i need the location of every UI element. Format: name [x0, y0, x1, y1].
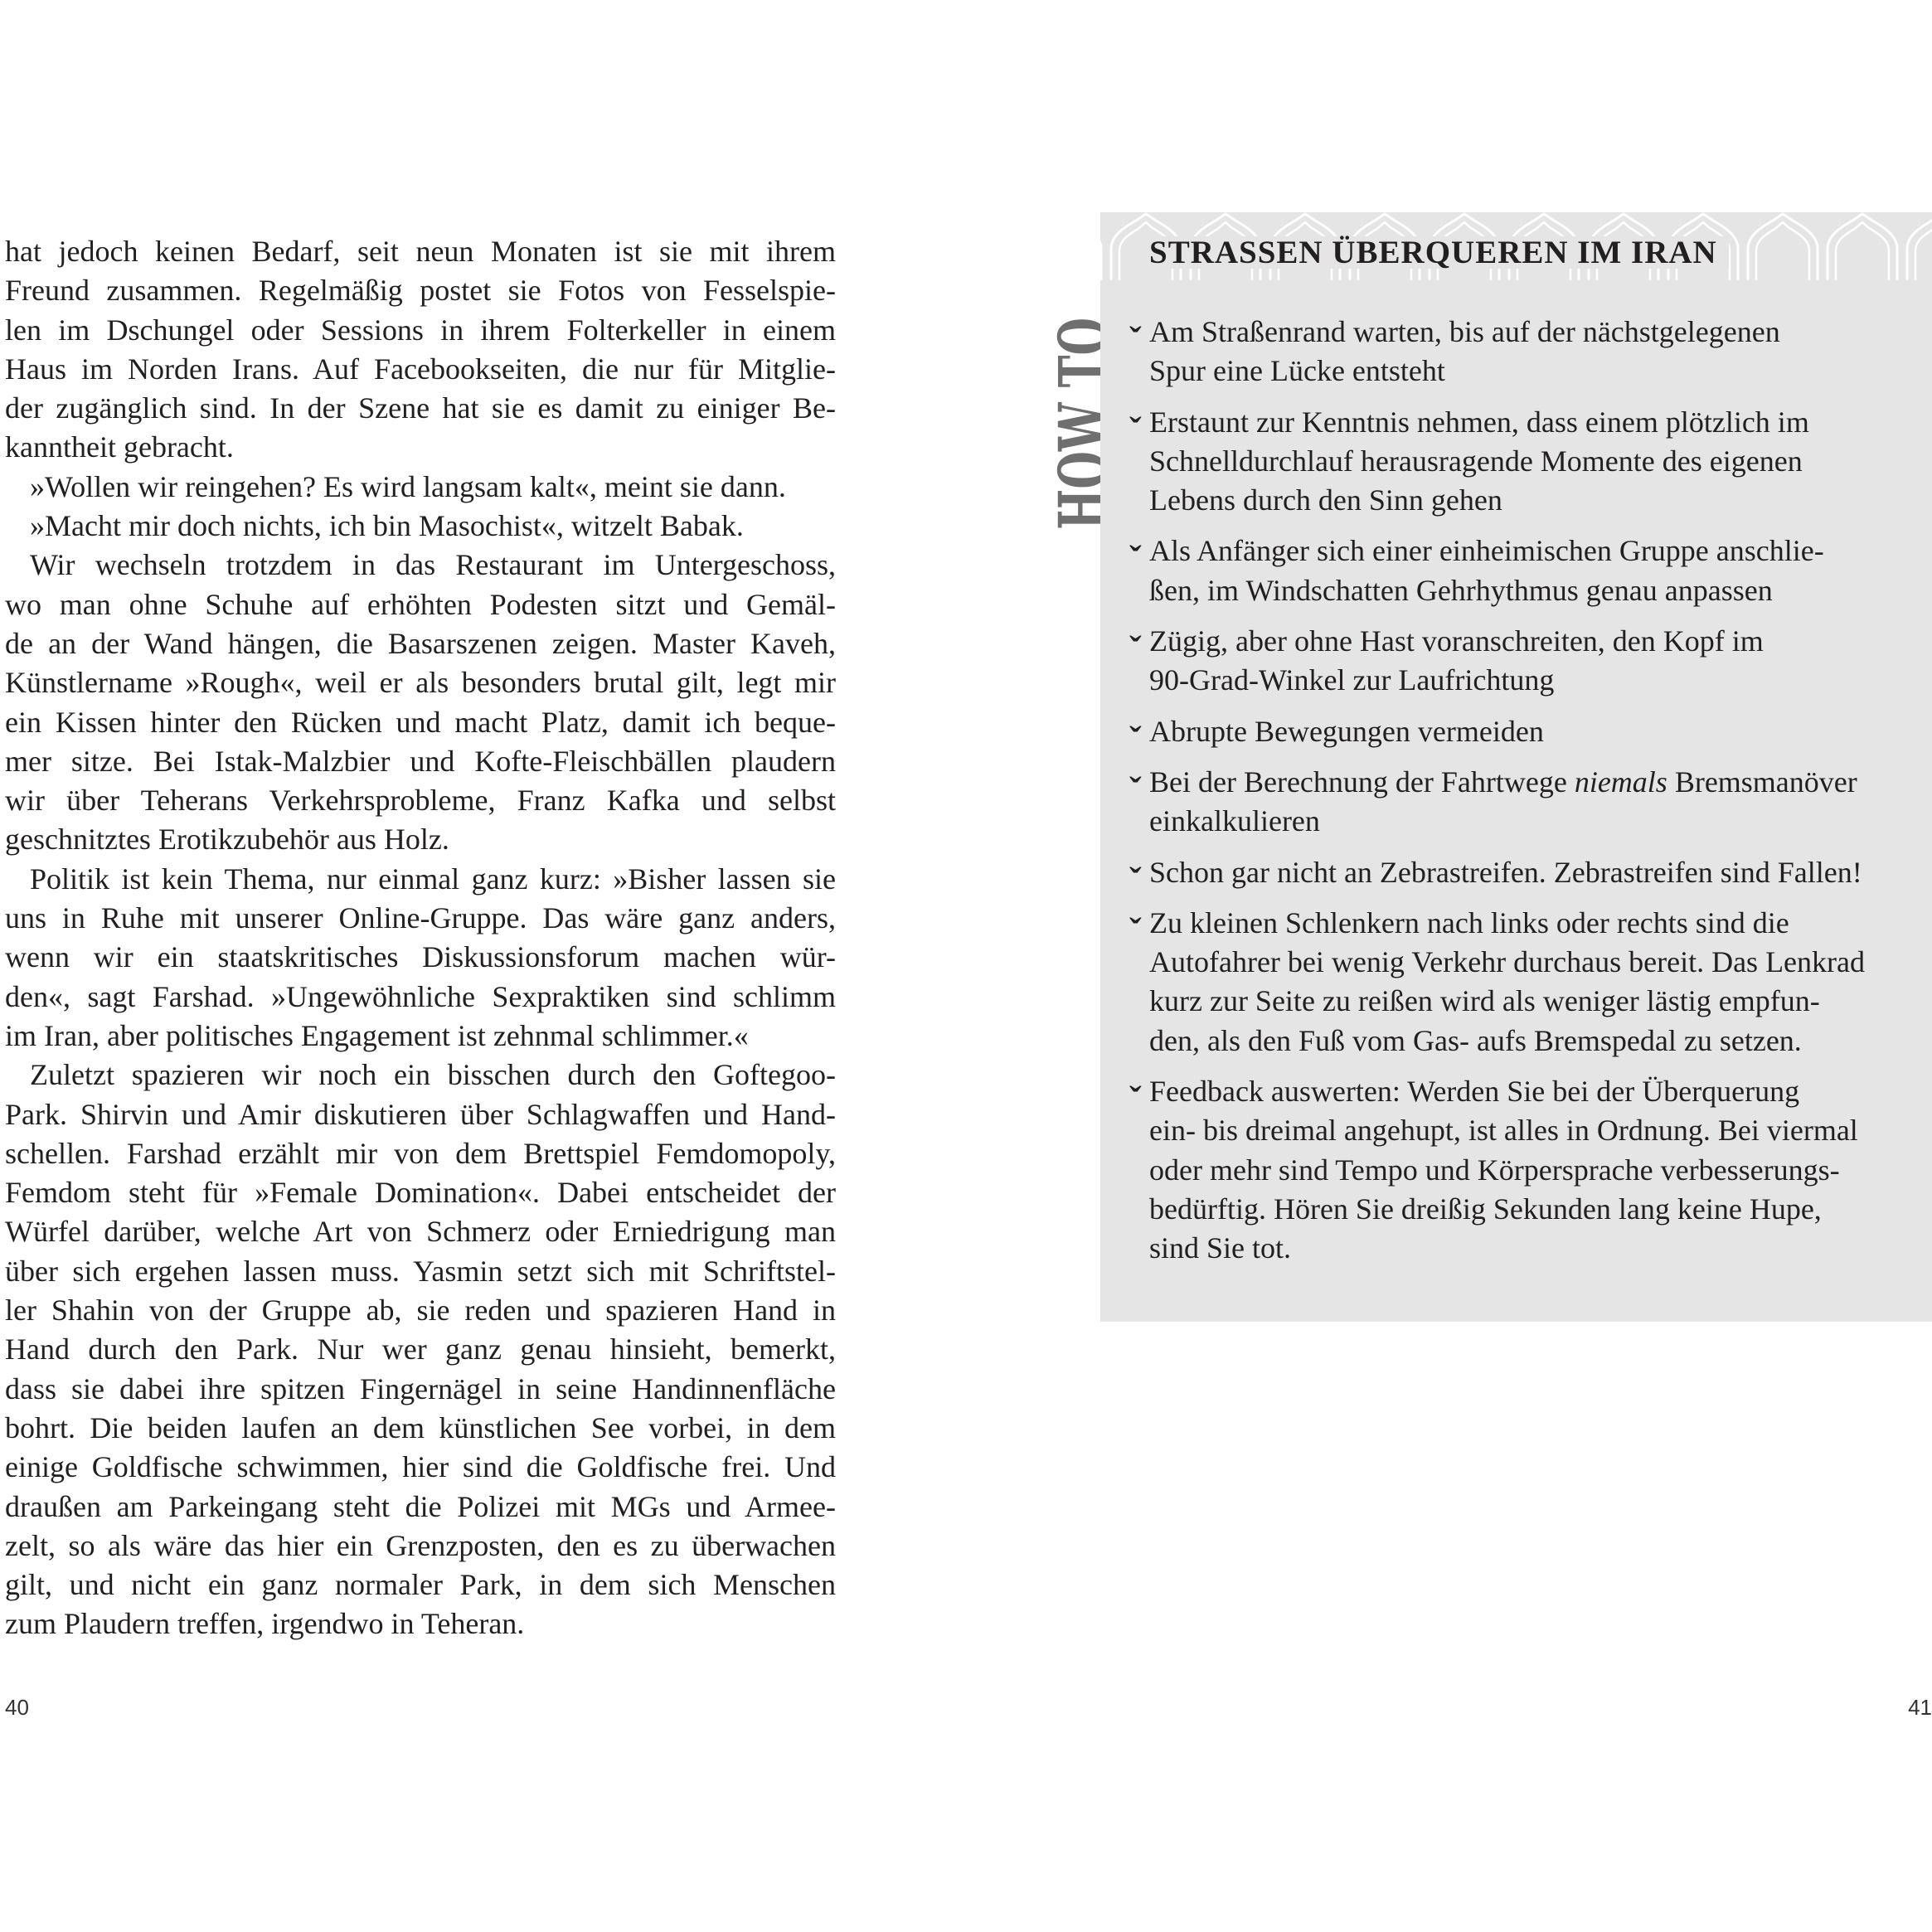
- paragraph: [5, 860, 836, 1056]
- caron-bullet-icon: ˇ: [1129, 719, 1142, 760]
- tip-line: [1149, 763, 1920, 802]
- tip-line: Abrupte Bewegungen vermeiden: [1149, 714, 1544, 748]
- tip-line-emphasis: niemals: [1574, 765, 1667, 799]
- tip-line: ßen, im Windschatten Gehrhythmus genau anpassen: [1149, 573, 1773, 607]
- tip-line: Am Straßenrand warten, bis auf der nächstgelegenen: [1149, 315, 1780, 348]
- tip-line: Spur eine Lücke entsteht: [1149, 354, 1445, 388]
- body-text-line: Freund zusammen. Regelmäßig postet sie Fotos von Fesselspie-: [5, 274, 836, 308]
- tip-item: [1129, 853, 1920, 901]
- tip-line: ein- bis dreimal angehupt, ist alles in Ordnung. Bei viermal: [1149, 1114, 1858, 1148]
- body-text-line: wir über Teherans Verkehrsprobleme, Franz Kafka und selbst: [5, 784, 836, 818]
- caron-bullet-icon: ˇ: [1129, 860, 1142, 901]
- body-text-line: ler Shahin von der Gruppe ab, sie reden und spazieren Hand in: [5, 1294, 836, 1328]
- left-page-body: [5, 232, 836, 1644]
- body-text-line: Hand durch den Park. Nur wer ganz genau hinsieht, bemerkt,: [5, 1332, 836, 1366]
- caron-bullet-icon: ˇ: [1129, 539, 1142, 580]
- body-text-line: Wir wechseln trotzdem in das Restaurant im Untergeschoss,: [30, 548, 836, 582]
- tip-item: [1129, 622, 1920, 701]
- tip-item: [1129, 403, 1920, 521]
- tip-line: Zügig, aber ohne Hast voranschreiten, den Kopf im: [1149, 624, 1764, 658]
- tips-list: [1129, 313, 1920, 1269]
- tip-line: Schon gar nicht an Zebrastreifen. Zebrastreifen sind Fallen!: [1149, 855, 1862, 889]
- box-title: STRASSEN ÜBERQUEREN IM IRAN: [1138, 236, 1729, 269]
- body-text-line: bohrt. Die beiden laufen an dem künstlichen See vorbei, in dem: [5, 1410, 836, 1444]
- tip-line: Schnelldurchlauf herausragende Momente des eigenen: [1149, 444, 1803, 478]
- tip-line: sind Sie tot.: [1149, 1231, 1292, 1265]
- tip-item: [1129, 1072, 1920, 1268]
- tip-line-text: Bremsmanöver: [1667, 765, 1857, 799]
- body-text-line: Park. Shirvin und Amir diskutieren über Schlagwaffen und Hand-: [5, 1097, 836, 1131]
- tip-line: oder mehr sind Tempo und Körpersprache verbesserungs-: [1149, 1153, 1840, 1187]
- body-text-line: einige Goldfische schwimmen, hier sind die Goldfische frei. Und: [5, 1450, 836, 1484]
- tip-item: [1129, 532, 1920, 610]
- body-text-line: de an der Wand hängen, die Basarszenen zeigen. Master Kaveh,: [5, 626, 836, 660]
- body-text-line: Femdom steht für »Female Domination«. Dabei entscheidet der: [5, 1176, 836, 1210]
- tip-line: den, als den Fuß vom Gas- aufs Bremspedal zu setzen.: [1149, 1023, 1802, 1057]
- body-text-line: mer sitze. Bei Istak-Malzbier und Kofte-Fleischbällen plaudern: [5, 744, 836, 778]
- paragraph: [5, 1056, 836, 1643]
- tip-item: [1129, 763, 1920, 842]
- tip-line: Als Anfänger sich einer einheimischen Gruppe anschlie-: [1149, 534, 1824, 568]
- caron-bullet-icon: ˇ: [1129, 410, 1142, 451]
- body-text-line: hat jedoch keinen Bedarf, seit neun Monaten ist sie mit ihrem: [5, 235, 836, 268]
- tip-line: Zu kleinen Schlenkern nach links oder rechts sind die: [1149, 905, 1789, 939]
- body-text-line: Politik ist kein Thema, nur einmal ganz kurz: »Bisher lassen sie: [30, 862, 836, 896]
- body-text-line: zelt, so als wäre das hier ein Grenzposten, den es zu überwachen: [5, 1528, 836, 1562]
- paragraph: [5, 232, 836, 468]
- tip-line: Autofahrer bei wenig Verkehr durchaus bereit. Das Lenkrad: [1149, 945, 1865, 979]
- page-number-right: 41: [1908, 1695, 1932, 1720]
- body-text-line: der zugänglich sind. In der Szene hat sie es damit zu einiger Be-: [5, 391, 836, 425]
- body-text-line: ein Kissen hinter den Rücken und macht Platz, damit ich beque-: [5, 705, 836, 739]
- body-text-line: gilt, und nicht ein ganz normaler Park, in dem sich Menschen: [5, 1568, 836, 1602]
- caron-bullet-icon: ˇ: [1129, 629, 1142, 671]
- body-text-line: über sich ergehen lassen muss. Yasmin setzt sich mit Schriftstel-: [5, 1254, 836, 1288]
- body-text-line: Würfel darüber, welche Art von Schmerz oder Erniedrigung man: [5, 1215, 836, 1249]
- body-text-line: den«, sagt Farshad. »Ungewöhnliche Sexpraktiken sind schlimm: [5, 979, 836, 1013]
- caron-bullet-icon: ˇ: [1129, 910, 1142, 952]
- tip-line: Lebens durch den Sinn gehen: [1149, 483, 1502, 517]
- tip-line: kurz zur Seite zu reißen wird als weniger lästig empfun-: [1149, 984, 1820, 1018]
- tip-item: [1129, 904, 1920, 1061]
- tip-line: 90-Grad-Winkel zur Laufrichtung: [1149, 663, 1555, 697]
- body-text-line: kanntheit gebracht.: [5, 430, 234, 464]
- body-text-line: im Iran, aber politisches Engagement ist zehnmal schlimmer.«: [5, 1018, 749, 1052]
- paragraph: [5, 546, 836, 859]
- paragraph: [5, 468, 836, 507]
- tip-line: einkalkulieren: [1149, 804, 1320, 838]
- tip-line: Feedback auswerten: Werden Sie bei der Überquerung: [1149, 1075, 1800, 1109]
- body-text-line: draußen am Parkeingang steht die Polizei mit MGs und Armee-: [5, 1489, 836, 1523]
- body-text-line: uns in Ruhe mit unserer Online-Gruppe. Das wäre ganz anders,: [5, 901, 836, 935]
- body-text-line: dass sie dabei ihre spitzen Fingernägel in seine Handinnenfläche: [5, 1371, 836, 1405]
- tip-line: bedürftig. Hören Sie dreißig Sekunden lang keine Hupe,: [1149, 1192, 1822, 1226]
- caron-bullet-icon: ˇ: [1129, 320, 1142, 361]
- body-text-line: »Wollen wir reingehen? Es wird langsam kalt«, meint sie dann.: [30, 469, 786, 503]
- tip-item: [1129, 712, 1920, 760]
- tip-line-text: Bei der Berechnung der Fahrtwege: [1149, 765, 1575, 799]
- caron-bullet-icon: ˇ: [1129, 769, 1142, 811]
- body-text-line: Haus im Norden Irans. Auf Facebookseiten, die nur für Mitglie-: [5, 352, 836, 386]
- body-text-line: zum Plaudern treffen, irgendwo in Teheran.: [5, 1607, 525, 1641]
- how-to-label-text: HOW TO: [1044, 204, 1122, 530]
- body-text-line: Zuletzt spazieren wir noch ein bisschen durch den Goftegoo-: [30, 1058, 836, 1092]
- caron-bullet-icon: ˇ: [1129, 1080, 1142, 1121]
- body-text-line: len im Dschungel oder Sessions in ihrem Folterkeller in einem: [5, 313, 836, 347]
- body-text-line: schellen. Farshad erzählt mir von dem Brettspiel Femdomopoly,: [5, 1136, 836, 1170]
- body-text-line: Künstlername »Rough«, weil er als besonders brutal gilt, legt mir: [5, 666, 836, 700]
- tip-item: [1129, 313, 1920, 391]
- page-number-left: 40: [5, 1695, 29, 1720]
- paragraph: [5, 507, 836, 546]
- body-text-line: »Macht mir doch nichts, ich bin Masochist«, witzelt Babak.: [30, 509, 744, 543]
- body-text-line: wenn wir ein staatskritisches Diskussionsforum machen wür-: [5, 940, 836, 974]
- tip-line: Erstaunt zur Kenntnis nehmen, dass einem plötzlich im: [1149, 405, 1809, 439]
- body-text-line: wo man ohne Schuhe auf erhöhten Podesten sitzt und Gemäl-: [5, 587, 836, 621]
- body-text-line: geschnitztes Erotikzubehör aus Holz.: [5, 823, 449, 857]
